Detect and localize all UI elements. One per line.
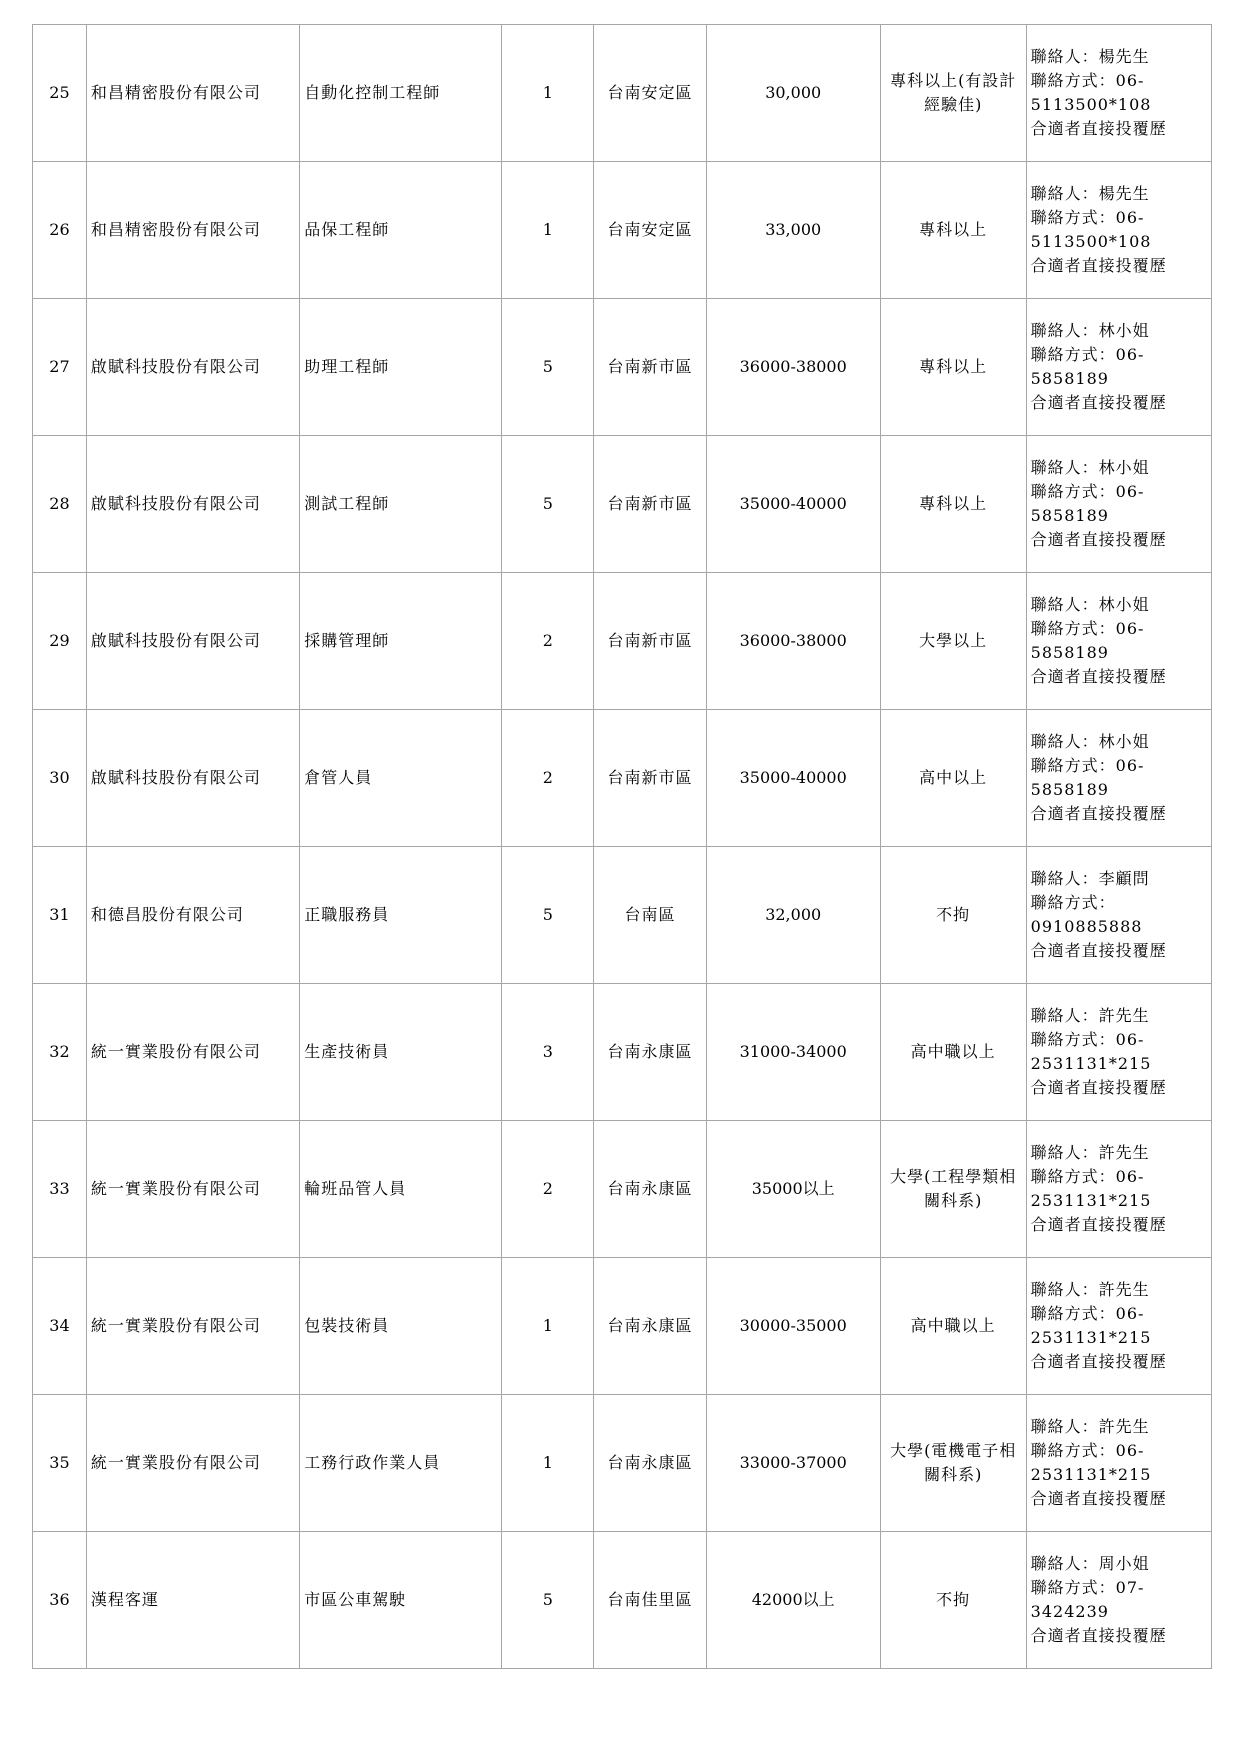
contact-line: 5113500*108 [1030,95,1152,114]
job-title: 輪班品管人員 [300,1121,502,1258]
contact-line: 聯絡人：許先生 [1030,1006,1150,1025]
salary: 35000-40000 [706,436,880,573]
contact-info [1026,162,1211,299]
contact-line: 合適者直接投覆歷 [1030,119,1167,138]
work-location: 台南佳里區 [594,1532,706,1669]
contact-line: 聯絡方式：06- [1030,1304,1145,1323]
company-name: 啟賦科技股份有限公司 [86,436,299,573]
education-requirement: 高中職以上 [880,984,1026,1121]
contact-line: 聯絡人：李顧問 [1030,869,1150,888]
contact-line: 5858189 [1030,643,1109,662]
contact-line: 聯絡方式：06- [1030,1167,1145,1186]
education-requirement: 專科以上(有設計經驗佳) [880,25,1026,162]
salary: 32,000 [706,847,880,984]
contact-info [1026,710,1211,847]
contact-line: 合適者直接投覆歷 [1030,1215,1167,1234]
company-name: 統一實業股份有限公司 [86,1258,299,1395]
row-number: 36 [33,1532,87,1669]
job-title: 倉管人員 [300,710,502,847]
contact-line: 5858189 [1030,369,1109,388]
job-title: 正職服務員 [300,847,502,984]
work-location: 台南永康區 [594,1121,706,1258]
education-requirement: 大學(電機電子相關科系) [880,1395,1026,1532]
contact-line: 合適者直接投覆歷 [1030,1489,1167,1508]
company-name: 統一實業股份有限公司 [86,1121,299,1258]
salary: 35000以上 [706,1121,880,1258]
contact-line: 5858189 [1030,506,1109,525]
opening-count: 5 [502,1532,594,1669]
salary: 36000-38000 [706,573,880,710]
contact-line: 聯絡人：林小姐 [1030,321,1150,340]
education-requirement: 高中以上 [880,710,1026,847]
education-requirement: 專科以上 [880,436,1026,573]
job-title: 市區公車駕駛 [300,1532,502,1669]
salary: 42000以上 [706,1532,880,1669]
contact-line: 聯絡人：林小姐 [1030,458,1150,477]
row-number: 31 [33,847,87,984]
table-row [33,1121,1212,1258]
work-location: 台南新市區 [594,710,706,847]
contact-line: 2531131*215 [1030,1191,1152,1210]
contact-info [1026,1258,1211,1395]
work-location: 台南永康區 [594,1395,706,1532]
education-requirement: 大學(工程學類相關科系) [880,1121,1026,1258]
table-row [33,984,1212,1121]
work-location: 台南安定區 [594,162,706,299]
contact-line: 2531131*215 [1030,1465,1152,1484]
contact-line: 合適者直接投覆歷 [1030,667,1167,686]
opening-count: 2 [502,710,594,847]
contact-line: 聯絡方式：06- [1030,1030,1145,1049]
education-requirement: 專科以上 [880,299,1026,436]
opening-count: 3 [502,984,594,1121]
row-number: 25 [33,25,87,162]
row-number: 35 [33,1395,87,1532]
salary: 33000-37000 [706,1395,880,1532]
opening-count: 1 [502,25,594,162]
table-row [33,847,1212,984]
contact-line: 聯絡方式： [1030,893,1116,912]
contact-line: 0910885888 [1030,917,1143,936]
contact-line: 聯絡人：許先生 [1030,1280,1150,1299]
contact-line: 合適者直接投覆歷 [1030,1352,1167,1371]
row-number: 34 [33,1258,87,1395]
table-row [33,1395,1212,1532]
table-row [33,1258,1212,1395]
company-name: 統一實業股份有限公司 [86,1395,299,1532]
contact-line: 合適者直接投覆歷 [1030,804,1167,823]
contact-line: 合適者直接投覆歷 [1030,1078,1167,1097]
salary: 31000-34000 [706,984,880,1121]
table-row [33,436,1212,573]
contact-line: 合適者直接投覆歷 [1030,1626,1167,1645]
table-row [33,573,1212,710]
education-requirement: 大學以上 [880,573,1026,710]
contact-line: 聯絡方式：06- [1030,619,1145,638]
contact-info [1026,25,1211,162]
opening-count: 5 [502,299,594,436]
contact-line: 聯絡方式：07- [1030,1578,1145,1597]
contact-info [1026,436,1211,573]
contact-line: 聯絡方式：06- [1030,345,1145,364]
contact-line: 合適者直接投覆歷 [1030,530,1167,549]
company-name: 統一實業股份有限公司 [86,984,299,1121]
education-requirement: 專科以上 [880,162,1026,299]
contact-line: 聯絡方式：06- [1030,756,1145,775]
job-title: 生產技術員 [300,984,502,1121]
job-listing-table [32,24,1212,1669]
salary: 33,000 [706,162,880,299]
contact-info [1026,1121,1211,1258]
contact-line: 合適者直接投覆歷 [1030,256,1167,275]
contact-line: 聯絡方式：06- [1030,1441,1145,1460]
contact-line: 2531131*215 [1030,1054,1152,1073]
contact-info [1026,573,1211,710]
job-title: 工務行政作業人員 [300,1395,502,1532]
company-name: 啟賦科技股份有限公司 [86,710,299,847]
contact-line: 合適者直接投覆歷 [1030,393,1167,412]
company-name: 漢程客運 [86,1532,299,1669]
contact-line: 3424239 [1030,1602,1109,1621]
row-number: 29 [33,573,87,710]
opening-count: 1 [502,1395,594,1532]
job-title: 包裝技術員 [300,1258,502,1395]
education-requirement: 高中職以上 [880,1258,1026,1395]
row-number: 30 [33,710,87,847]
company-name: 和昌精密股份有限公司 [86,25,299,162]
education-requirement: 不拘 [880,1532,1026,1669]
table-row [33,25,1212,162]
contact-info [1026,847,1211,984]
work-location: 台南新市區 [594,573,706,710]
contact-line: 聯絡人：許先生 [1030,1417,1150,1436]
contact-line: 5858189 [1030,780,1109,799]
opening-count: 5 [502,847,594,984]
contact-line: 聯絡人：周小姐 [1030,1554,1150,1573]
company-name: 和昌精密股份有限公司 [86,162,299,299]
contact-line: 聯絡方式：06- [1030,482,1145,501]
table-row [33,162,1212,299]
company-name: 啟賦科技股份有限公司 [86,299,299,436]
table-row [33,1532,1212,1669]
contact-line: 聯絡方式：06- [1030,208,1145,227]
opening-count: 2 [502,1121,594,1258]
contact-line: 5113500*108 [1030,232,1152,251]
work-location: 台南新市區 [594,299,706,436]
company-name: 和德昌股份有限公司 [86,847,299,984]
job-title: 助理工程師 [300,299,502,436]
salary: 30,000 [706,25,880,162]
contact-info [1026,1532,1211,1669]
contact-info [1026,299,1211,436]
contact-info [1026,984,1211,1121]
row-number: 28 [33,436,87,573]
row-number: 33 [33,1121,87,1258]
contact-line: 2531131*215 [1030,1328,1152,1347]
contact-line: 聯絡人：楊先生 [1030,184,1150,203]
work-location: 台南永康區 [594,984,706,1121]
table-row [33,710,1212,847]
table-row [33,299,1212,436]
opening-count: 1 [502,162,594,299]
opening-count: 2 [502,573,594,710]
job-title: 測試工程師 [300,436,502,573]
work-location: 台南新市區 [594,436,706,573]
contact-line: 聯絡人：許先生 [1030,1143,1150,1162]
company-name: 啟賦科技股份有限公司 [86,573,299,710]
contact-line: 聯絡方式：06- [1030,71,1145,90]
work-location: 台南安定區 [594,25,706,162]
contact-line: 合適者直接投覆歷 [1030,941,1167,960]
row-number: 27 [33,299,87,436]
row-number: 26 [33,162,87,299]
job-title: 品保工程師 [300,162,502,299]
salary: 35000-40000 [706,710,880,847]
opening-count: 5 [502,436,594,573]
contact-line: 聯絡人：楊先生 [1030,47,1150,66]
row-number: 32 [33,984,87,1121]
contact-line: 聯絡人：林小姐 [1030,595,1150,614]
job-title: 採購管理師 [300,573,502,710]
education-requirement: 不拘 [880,847,1026,984]
contact-info [1026,1395,1211,1532]
contact-line: 聯絡人：林小姐 [1030,732,1150,751]
opening-count: 1 [502,1258,594,1395]
work-location: 台南永康區 [594,1258,706,1395]
salary: 36000-38000 [706,299,880,436]
job-title: 自動化控制工程師 [300,25,502,162]
job-rows [33,25,1212,1669]
salary: 30000-35000 [706,1258,880,1395]
work-location: 台南區 [594,847,706,984]
